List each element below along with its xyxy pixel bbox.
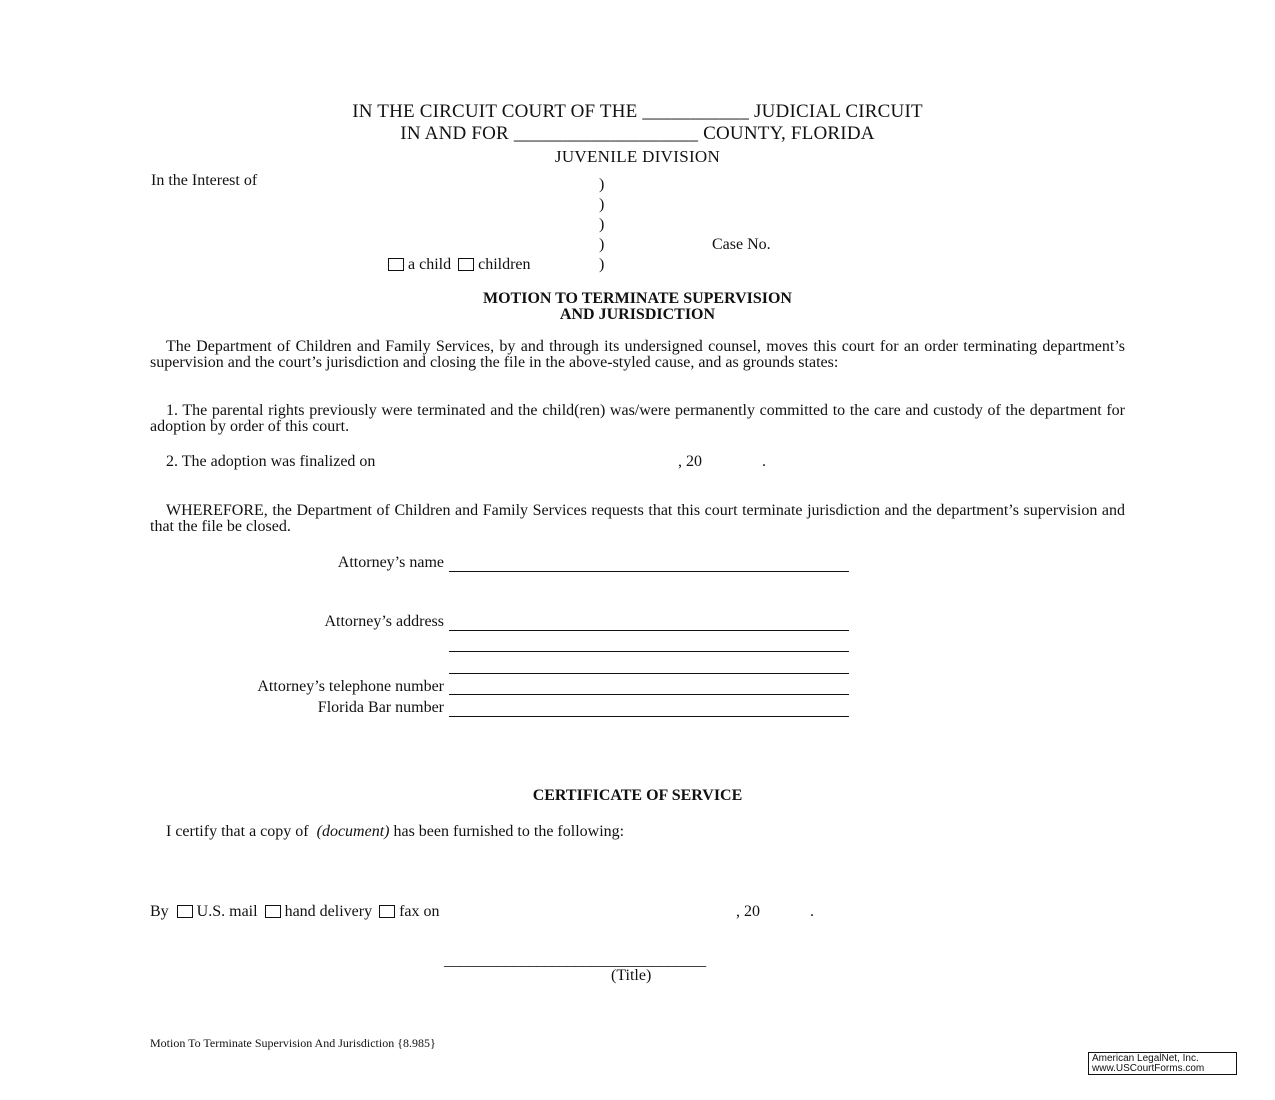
case-number-label: Case No. (712, 236, 771, 253)
certificate-heading: CERTIFICATE OF SERVICE (532, 787, 743, 804)
service-year-label: , 20 (736, 903, 760, 920)
us-mail-checkbox[interactable] (177, 905, 193, 918)
caption-paren: ) (599, 176, 605, 193)
attorney-address-field[interactable] (449, 630, 849, 631)
attorney-address-label: Attorney’s address (324, 613, 444, 630)
caption-paren: ) (599, 236, 605, 253)
title-label: (Title) (611, 967, 652, 984)
child-label: a child (408, 256, 452, 273)
brand-line-1: American LegalNet, Inc. (1092, 1053, 1199, 1064)
service-end: . (810, 903, 814, 920)
by-label: By (150, 903, 169, 920)
hand-delivery-label: hand delivery (284, 903, 373, 920)
certify-suffix: has been furnished to the following: (393, 823, 625, 840)
intro-paragraph: The Department of Children and Family Services, by and through its undersigned counsel, moves this court for an order terminating department’s supervision and the court’s jurisdiction and closing the file in the above-styled cause, and as grounds states: (150, 338, 1125, 371)
florida-bar-label: Florida Bar number (317, 699, 444, 716)
us-mail-label: U.S. mail (196, 903, 258, 920)
form-name-footer: Motion To Terminate Supervision And Jurisdiction {8.985} (150, 1036, 436, 1050)
ground-item-1: 1. The parental rights previously were terminated and the child(ren) was/were permanently committed to the care and custody of the department for adoption by order of this court. (150, 402, 1125, 435)
brand-line-2: www.USCourtForms.com (1092, 1063, 1205, 1074)
ground-item-2-text: 2. The adoption was finalized on (166, 453, 376, 470)
court-heading-line1: IN THE CIRCUIT COURT OF THE ___________ JUDICIAL CIRCUIT (352, 101, 923, 122)
child-checkbox[interactable] (388, 258, 404, 271)
caption-paren: ) (599, 256, 605, 273)
certify-prefix: I certify that a copy of (166, 823, 309, 840)
ground-item-2-end: . (762, 453, 766, 470)
attorney-name-label: Attorney’s name (337, 554, 444, 571)
motion-title-line1: MOTION TO TERMINATE SUPERVISION (483, 290, 792, 307)
wherefore-paragraph: WHEREFORE, the Department of Children and Family Services requests that this court terminate jurisdiction and the department’s supervision and that the file be closed. (150, 502, 1125, 535)
child-selector (388, 256, 531, 274)
children-checkbox[interactable] (458, 258, 474, 271)
fax-checkbox[interactable] (379, 905, 395, 918)
division-heading: JUVENILE DIVISION (554, 147, 721, 166)
fax-label: fax on (399, 903, 440, 920)
certify-document: (document) (316, 823, 390, 840)
motion-title-line2: AND JURISDICTION (559, 306, 716, 323)
hand-delivery-checkbox[interactable] (265, 905, 281, 918)
attorney-phone-field[interactable] (449, 694, 849, 695)
title-signature-line[interactable]: __________________________________ (444, 952, 706, 969)
florida-bar-field[interactable] (449, 716, 849, 717)
court-heading-line2: IN AND FOR ___________________ COUNTY, FLORIDA (400, 123, 875, 144)
certify-statement (166, 823, 624, 841)
attorney-name-field[interactable] (449, 571, 849, 572)
caption-paren: ) (599, 216, 605, 233)
publisher-brand-box (1088, 1052, 1237, 1075)
interest-label: In the Interest of (151, 172, 258, 189)
attorney-address-field-2[interactable] (449, 651, 849, 652)
attorney-address-field-3[interactable] (449, 673, 849, 674)
service-method-row (150, 903, 440, 921)
attorney-phone-label: Attorney’s telephone number (257, 678, 444, 695)
ground-item-2-year: , 20 (678, 453, 702, 470)
caption-paren: ) (599, 196, 605, 213)
children-label: children (478, 256, 531, 273)
